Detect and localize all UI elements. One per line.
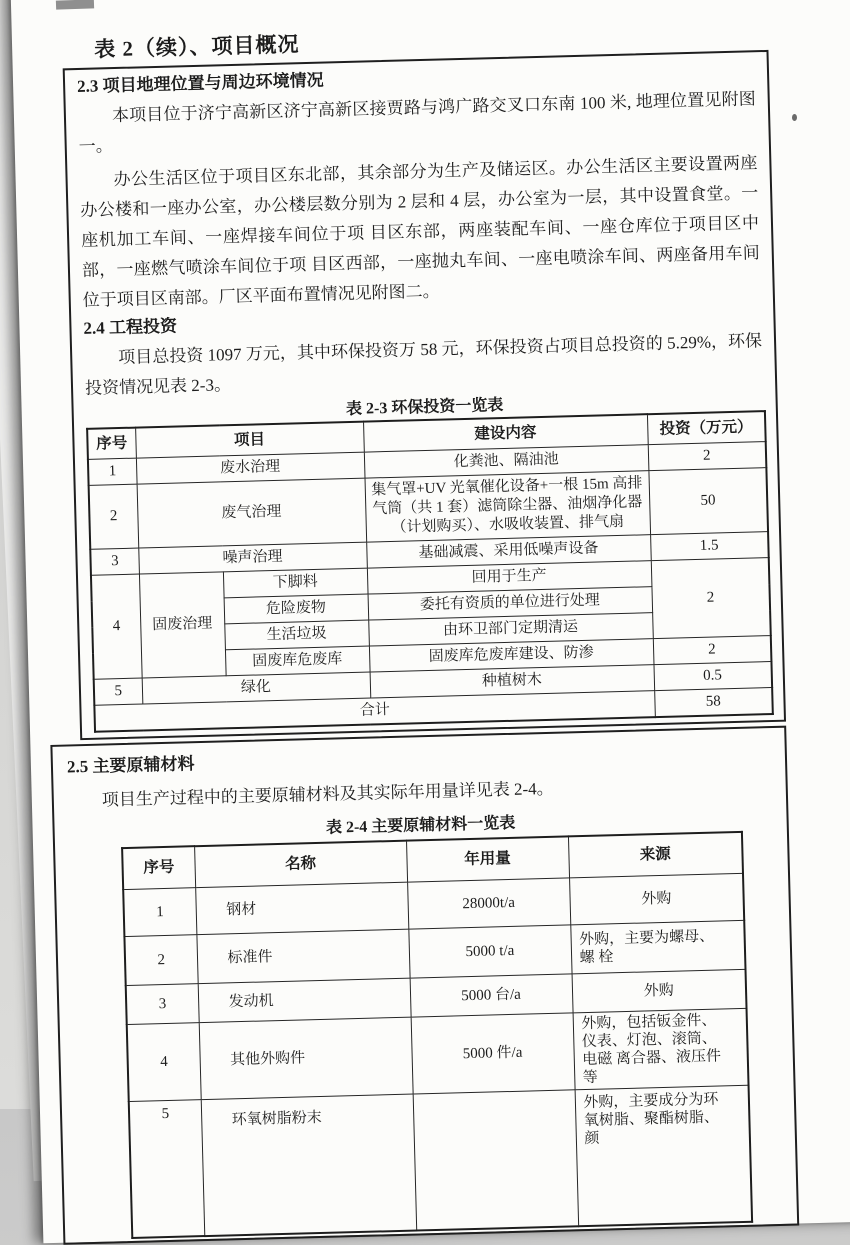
cell-no: 3 [126, 984, 199, 1025]
cell-source: 外购，主要为螺母、螺 栓 [570, 920, 745, 974]
heading-2-3: 2.3 项目地理位置与周边环境情况 [76, 70, 324, 97]
cell-no: 3 [90, 548, 139, 575]
cell-item: 废水治理 [136, 452, 365, 484]
cell-no: 5 [94, 678, 143, 705]
cell-invest: 2 [651, 558, 771, 639]
cell-invest: 50 [648, 468, 768, 535]
cell-name: 其他外购件 [199, 1017, 413, 1100]
cell-subitem: 下脚料 [223, 568, 368, 598]
cell-content: 基础减震、采用低噪声设备 [366, 535, 651, 568]
col-header-invest: 投资（万元） [647, 411, 766, 445]
cell-no: 2 [89, 484, 139, 549]
col-header-source: 来源 [568, 832, 743, 878]
cell-usage: 5000 台/a [410, 974, 573, 1017]
cell-invest: 2 [653, 636, 772, 665]
cell-subitem: 危险废物 [224, 594, 369, 624]
section-frame-23-24 [63, 50, 786, 740]
cell-name: 标准件 [196, 929, 409, 984]
table-2-3-caption: 表 2-3 环保投资一览表 [345, 396, 504, 419]
col-header-no: 序号 [87, 428, 136, 460]
cell-invest: 0.5 [654, 662, 773, 691]
cell-item: 固废治理 [139, 572, 226, 678]
cell-name: 环氧树脂粉末 [201, 1094, 417, 1236]
col-header-no: 序号 [122, 846, 195, 889]
cell-usage [413, 1090, 579, 1231]
cell-usage: 5000 t/a [408, 925, 571, 978]
cell-item: 废气治理 [137, 478, 367, 548]
cell-name: 发动机 [198, 978, 411, 1023]
cell-content: 种植树木 [370, 665, 655, 698]
cell-no: 4 [127, 1023, 201, 1102]
cell-total-label: 合计 [94, 691, 655, 732]
paragraph-location: 本项目位于济宁高新区济宁高新区接贾路与鸿广路交叉口东南 100 米, 地理位置见附图一。 [78, 89, 756, 156]
paragraph-layout: 办公生活区位于项目区东北部，其余部分为生产及储运区。办公生活区主要设置两座办公楼和一座办公室，办公楼层数分别为 2 层和 4 层，办公室为一层，其中设置食堂。一座机加工车间、一座焊接车间位于项 目区东部，两座装配车间、一座仓库位于项目区中部，一座燃气喷涂车间位于项 目区西部，一座抛丸车间、一座电喷涂车间、两座备用车间位于项目区南部。厂区平面布置情况见附图二。 [80, 153, 760, 310]
col-header-name: 名称 [194, 841, 407, 888]
cell-source: 外购 [572, 969, 747, 1013]
cell-no: 1 [88, 458, 137, 485]
cell-no: 1 [123, 888, 196, 937]
table-2-4-caption: 表 2-4 主要原辅材料一览表 [325, 814, 516, 837]
cell-usage: 5000 件/a [411, 1013, 575, 1094]
cell-total-invest: 58 [654, 688, 773, 718]
heading-2-4: 2.4 工程投资 [83, 316, 178, 338]
cell-subitem: 固废库危废库 [225, 646, 370, 676]
cell-item: 噪声治理 [138, 542, 367, 574]
cell-content: 委托有资质的单位进行处理 [368, 587, 653, 620]
cell-no: 5 [129, 1100, 205, 1238]
cell-no: 2 [124, 935, 197, 986]
cell-content: 集气罩+UV 光氧催化设备+一根 15m 高排气筒（共 1 套）滤筒除尘器、油烟净化器（计划购买）、水吸收装置、排气扇 [365, 471, 651, 542]
section-frame-25 [50, 726, 799, 1245]
scanned-page [10, 0, 850, 1243]
col-header-usage: 年用量 [406, 836, 569, 882]
cell-content: 化粪池、隔油池 [364, 445, 649, 478]
heading-2-5: 2.5 主要原辅材料 [66, 754, 195, 777]
cell-content: 由环卫部门定期清运 [368, 613, 653, 646]
cell-source: 外购，包括钣金件、仪表、灯泡、滚筒、电磁 离合器、液压件等 [573, 1008, 749, 1090]
table-2-3 [86, 410, 774, 733]
paragraph-materials: 项目生产过程中的主要原辅材料及其实际年用量详见表 2-4。 [101, 778, 554, 810]
cell-subitem: 生活垃圾 [224, 620, 369, 650]
cell-item: 绿化 [142, 672, 371, 704]
scan-edge-notch [56, 0, 94, 10]
cell-content: 回用于生产 [367, 561, 652, 594]
paragraph-investment: 项目总投资 1097 万元，其中环保投资万 58 元，环保投资占项目总投资的 5.29%，环保投资情况见表 2-3。 [84, 331, 763, 398]
cell-invest: 2 [648, 442, 767, 471]
cell-invest: 1.5 [650, 532, 769, 561]
cell-content: 固废库危废库建设、防渗 [369, 639, 654, 672]
cell-no: 4 [91, 574, 142, 679]
cell-source: 外购 [569, 873, 744, 925]
cell-usage: 28000t/a [407, 878, 570, 929]
scan-speck [792, 114, 797, 121]
page-title: 表 2（续）、项目概况 [93, 32, 300, 62]
table-row [129, 1085, 752, 1238]
cell-name: 钢材 [195, 882, 408, 935]
cell-source: 外购，主要成分为环氧树脂、聚酯树脂、颜 [575, 1085, 753, 1226]
col-header-item: 项目 [135, 422, 364, 458]
table-2-4 [121, 831, 753, 1239]
col-header-content: 建设内容 [363, 414, 648, 452]
